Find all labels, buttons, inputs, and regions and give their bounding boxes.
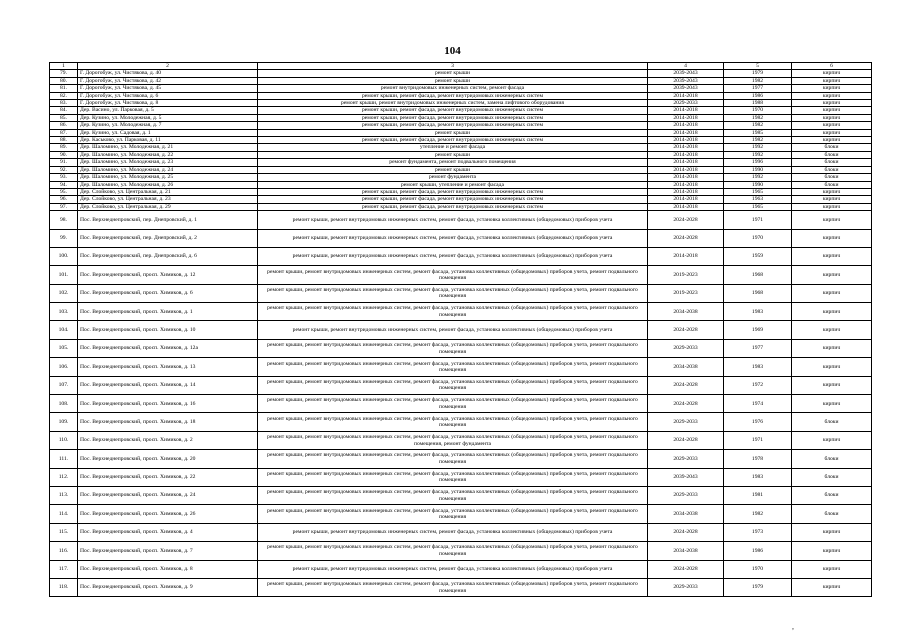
cell-built: 1978 <box>724 450 792 468</box>
housing-repair-table <box>49 62 872 597</box>
cell-work: ремонт крыши, ремонт внутридомовых инженерных систем, ремонт фасада, установка коллективных (общедомовых) приборов учета, ремонт подвального помещения <box>258 303 648 321</box>
cell-mat: кирпич <box>792 114 872 121</box>
cell-years: 2014-2018 <box>648 166 724 173</box>
cell-mat: кирпич <box>792 395 872 413</box>
cell-built: 1971 <box>724 431 792 449</box>
cell-num: 80. <box>50 77 78 84</box>
cell-mat: кирпич <box>792 203 872 210</box>
table-row <box>50 211 872 229</box>
cell-mat: кирпич <box>792 211 872 229</box>
table-row <box>50 578 872 596</box>
cell-work: ремонт крыши, ремонт внутридомовых инженерных систем, ремонт фасада, установка коллективных (общедомовых) приборов учета, ремонт подвального помещения <box>258 358 648 376</box>
cell-addr: Дер. Кузино, ул. Садовая, д. 1 <box>78 129 258 136</box>
table-row <box>50 196 872 203</box>
cell-work: ремонт крыши, ремонт фасада, ремонт внутридомовых инженерных систем <box>258 92 648 99</box>
page-number: 104 <box>444 45 461 57</box>
cell-work: ремонт крыши, ремонт внутридомовых инженерных систем, ремонт фасада, установка коллективных (общедомовых) приборов учета, ремонт подвального помещения <box>258 266 648 284</box>
cell-years: 2024-2028 <box>648 523 724 541</box>
cell-mat: кирпич <box>792 560 872 578</box>
cell-addr: Дер. Шаломино, ул. Молодежная, д. 23 <box>78 159 258 166</box>
cell-num: 118. <box>50 578 78 596</box>
cell-num: 93. <box>50 174 78 181</box>
cell-addr: Пос. Верхнеднепровский, просп. Химиков, д. 7 <box>78 542 258 560</box>
cell-years: 2029-2033 <box>648 578 724 596</box>
cell-built: 1970 <box>724 107 792 114</box>
cell-num: 94. <box>50 181 78 188</box>
cell-built: 1979 <box>724 578 792 596</box>
cell-built: 1974 <box>724 395 792 413</box>
table-row <box>50 77 872 84</box>
cell-work: ремонт крыши, ремонт внутридомовых инженерных систем, замена лифтового оборудования <box>258 100 648 107</box>
cell-addr: Дер. Кузино, ул. Молодежная, д. 5 <box>78 114 258 121</box>
cell-built: 1982 <box>724 114 792 121</box>
table-row <box>50 70 872 77</box>
cell-num: 83. <box>50 100 78 107</box>
cell-mat: кирпич <box>792 358 872 376</box>
cell-years: 2039-2043 <box>648 77 724 84</box>
cell-num: 86. <box>50 122 78 129</box>
cell-years: 2014-2018 <box>648 196 724 203</box>
table-row <box>50 107 872 114</box>
table-row <box>50 144 872 151</box>
cell-years: 2014-2018 <box>648 151 724 158</box>
cell-built: 1990 <box>724 166 792 173</box>
cell-mat: кирпич <box>792 188 872 195</box>
cell-work: ремонт крыши, ремонт внутридомовых инженерных систем, ремонт фасада, установка коллективных (общедомовых) приборов учета <box>258 229 648 247</box>
cell-addr: Дер. Кузино, ул. Молодежная, д. 7 <box>78 122 258 129</box>
cell-addr: Пос. Верхнеднепровский, пер. Днепровский, д. 6 <box>78 247 258 265</box>
cell-addr: Пос. Верхнеднепровский, просп. Химиков, д. 10 <box>78 321 258 339</box>
cell-work: ремонт крыши, ремонт внутридомовых инженерных систем, ремонт фасада, установка коллективных (общедомовых) приборов учета, ремонт подвального помещения <box>258 413 648 431</box>
table-row <box>50 303 872 321</box>
column-header: 1 <box>50 63 78 70</box>
cell-built: 1986 <box>724 92 792 99</box>
cell-mat: кирпич <box>792 77 872 84</box>
cell-num: 106. <box>50 358 78 376</box>
cell-built: 1968 <box>724 266 792 284</box>
cell-work: ремонт крыши, ремонт внутридомовых инженерных систем, ремонт фасада, установка коллективных (общедомовых) приборов учета <box>258 523 648 541</box>
cell-num: 81. <box>50 85 78 92</box>
table-row <box>50 450 872 468</box>
cell-num: 100. <box>50 247 78 265</box>
cell-work: ремонт крыши, ремонт внутридомовых инженерных систем, ремонт фасада, установка коллективных (общедомовых) приборов учета, ремонт подвального помещения <box>258 542 648 560</box>
cell-years: 2034-2038 <box>648 505 724 523</box>
cell-built: 1968 <box>724 284 792 302</box>
cell-num: 116. <box>50 542 78 560</box>
cell-mat: кирпич <box>792 376 872 394</box>
cell-years: 2034-2038 <box>648 358 724 376</box>
table-row <box>50 321 872 339</box>
cell-mat: блоки <box>792 468 872 486</box>
cell-built: 1996 <box>724 159 792 166</box>
cell-years: 2034-2038 <box>648 542 724 560</box>
cell-built: 1969 <box>724 321 792 339</box>
cell-work: ремонт крыши, ремонт внутридомовых инженерных систем, ремонт фасада, установка коллективных (общедомовых) приборов учета <box>258 560 648 578</box>
cell-mat: кирпич <box>792 229 872 247</box>
cell-num: 99. <box>50 229 78 247</box>
cell-mat: кирпич <box>792 321 872 339</box>
cell-built: 1971 <box>724 211 792 229</box>
cell-built: 1986 <box>724 542 792 560</box>
cell-work: ремонт крыши, ремонт фасада, ремонт внутридомовых инженерных систем <box>258 137 648 144</box>
table-row <box>50 523 872 541</box>
cell-num: 79. <box>50 70 78 77</box>
cell-years: 2014-2018 <box>648 129 724 136</box>
cell-addr: Пос. Верхнеднепровский, просп. Химиков, д. 26 <box>78 505 258 523</box>
column-header: 6 <box>792 63 872 70</box>
cell-work: ремонт крыши <box>258 166 648 173</box>
cell-mat: кирпич <box>792 578 872 596</box>
cell-mat: кирпич <box>792 122 872 129</box>
table-row <box>50 122 872 129</box>
cell-num: 107. <box>50 376 78 394</box>
table-row <box>50 468 872 486</box>
cell-mat: блоки <box>792 159 872 166</box>
cell-years: 2024-2028 <box>648 211 724 229</box>
cell-work: ремонт фундамента, ремонт подвального помещения <box>258 159 648 166</box>
cell-mat: блоки <box>792 144 872 151</box>
cell-addr: Пос. Верхнеднепровский, просп. Химиков, д. 13 <box>78 358 258 376</box>
cell-num: 112. <box>50 468 78 486</box>
cell-num: 84. <box>50 107 78 114</box>
cell-built: 1992 <box>724 174 792 181</box>
cell-mat: блоки <box>792 413 872 431</box>
table-row <box>50 151 872 158</box>
cell-years: 2014-2018 <box>648 203 724 210</box>
cell-addr: Пос. Верхнеднепровский, просп. Химиков, д. 22 <box>78 468 258 486</box>
cell-built: 1988 <box>724 100 792 107</box>
cell-built: 1983 <box>724 358 792 376</box>
cell-built: 1970 <box>724 229 792 247</box>
cell-mat: блоки <box>792 486 872 504</box>
cell-built: 1983 <box>724 468 792 486</box>
cell-work: ремонт крыши, ремонт внутридомовых инженерных систем, ремонт фасада, установка коллективных (общедомовых) приборов учета <box>258 321 648 339</box>
cell-mat: блоки <box>792 505 872 523</box>
cell-years: 2014-2018 <box>648 114 724 121</box>
cell-num: 89. <box>50 144 78 151</box>
table-row <box>50 339 872 357</box>
cell-built: 1976 <box>724 413 792 431</box>
cell-addr: Дер. Шаломино, ул. Молодежная, д. 21 <box>78 144 258 151</box>
cell-years: 2039-2043 <box>648 85 724 92</box>
table-row <box>50 486 872 504</box>
cell-addr: Пос. Верхнеднепровский, просп. Химиков, д. 16 <box>78 395 258 413</box>
cell-work: ремонт крыши, утепление и ремонт фасада <box>258 181 648 188</box>
column-header: 5 <box>724 63 792 70</box>
cell-addr: Пос. Верхнеднепровский, просп. Химиков, д. 18 <box>78 413 258 431</box>
cell-addr: Г. Дорогобуж, ул. Чистякова, д. 8 <box>78 100 258 107</box>
cell-work: ремонт крыши, ремонт внутридомовых инженерных систем, ремонт фасада, установка коллективных (общедомовых) приборов учета, ремонт подвального помещения <box>258 505 648 523</box>
column-header: 2 <box>78 63 258 70</box>
cell-addr: Г. Дорогобуж, ул. Чистякова, д. 6 <box>78 92 258 99</box>
table-row <box>50 114 872 121</box>
cell-built: 1982 <box>724 122 792 129</box>
cell-num: 97. <box>50 203 78 210</box>
cell-mat: кирпич <box>792 266 872 284</box>
cell-years: 2019-2023 <box>648 284 724 302</box>
cell-addr: Дер. Шаломино, ул. Молодежная, д. 25 <box>78 174 258 181</box>
table-row <box>50 266 872 284</box>
cell-mat: кирпич <box>792 247 872 265</box>
cell-addr: Г. Дорогобуж, ул. Чистякова, д. 45 <box>78 85 258 92</box>
column-header: 3 <box>258 63 648 70</box>
cell-num: 110. <box>50 431 78 449</box>
cell-addr: Пос. Верхнеднепровский, просп. Химиков, д. 14 <box>78 376 258 394</box>
cell-num: 117. <box>50 560 78 578</box>
cell-work: ремонт крыши, ремонт внутридомовых инженерных систем, ремонт фасада, установка коллективных (общедомовых) приборов учета, ремонт подвального помещения <box>258 395 648 413</box>
cell-addr: Пос. Верхнеднепровский, просп. Химиков, д. 20 <box>78 450 258 468</box>
cell-addr: Пос. Верхнеднепровский, просп. Химиков, д. 12а <box>78 339 258 357</box>
cell-built: 1965 <box>724 188 792 195</box>
cell-years: 2014-2018 <box>648 247 724 265</box>
cell-years: 2014-2018 <box>648 107 724 114</box>
cell-years: 2024-2028 <box>648 395 724 413</box>
cell-addr: Г. Дорогобуж, ул. Чистякова, д. 42 <box>78 77 258 84</box>
cell-built: 1972 <box>724 376 792 394</box>
cell-built: 1963 <box>724 196 792 203</box>
cell-addr: Г. Дорогобуж, ул. Чистякова, д. 40 <box>78 70 258 77</box>
scan-mark: , <box>792 622 794 631</box>
cell-mat: кирпич <box>792 137 872 144</box>
cell-built: 1992 <box>724 151 792 158</box>
cell-years: 2019-2023 <box>648 266 724 284</box>
cell-addr: Пос. Верхнеднепровский, просп. Химиков, д. 12 <box>78 266 258 284</box>
cell-years: 2024-2028 <box>648 376 724 394</box>
cell-work: ремонт крыши <box>258 151 648 158</box>
cell-built: 1959 <box>724 247 792 265</box>
cell-addr: Пос. Верхнеднепровский, пер. Днепровский, д. 2 <box>78 229 258 247</box>
cell-addr: Пос. Верхнеднепровский, просп. Химиков, д. 24 <box>78 486 258 504</box>
cell-work: ремонт крыши, ремонт внутридомовых инженерных систем, ремонт фасада, установка коллективных (общедомовых) приборов учета, ремонт подвального помещения <box>258 376 648 394</box>
cell-built: 1982 <box>724 137 792 144</box>
cell-num: 105. <box>50 339 78 357</box>
cell-work: ремонт крыши, ремонт внутридомовых инженерных систем, ремонт фасада, установка коллективных (общедомовых) приборов учета, ремонт подвального помещения <box>258 284 648 302</box>
cell-num: 111. <box>50 450 78 468</box>
cell-work: утепление и ремонт фасада <box>258 144 648 151</box>
cell-mat: кирпич <box>792 339 872 357</box>
cell-addr: Пос. Верхнеднепровский, просп. Химиков, д. 2 <box>78 431 258 449</box>
cell-addr: Пос. Верхнеднепровский, просп. Химиков, д. 4 <box>78 523 258 541</box>
cell-mat: кирпич <box>792 542 872 560</box>
table-row <box>50 174 872 181</box>
table-row <box>50 100 872 107</box>
cell-num: 104. <box>50 321 78 339</box>
cell-built: 1982 <box>724 77 792 84</box>
cell-addr: Дер. Шаломино, ул. Молодежная, д. 22 <box>78 151 258 158</box>
cell-work: ремонт крыши, ремонт внутридомовых инженерных систем, ремонт фасада, установка коллективных (общедомовых) приборов учета <box>258 247 648 265</box>
cell-mat: кирпич <box>792 85 872 92</box>
cell-mat: кирпич <box>792 284 872 302</box>
cell-work: ремонт крыши, ремонт фасада, ремонт внутридомовых инженерных систем <box>258 122 648 129</box>
cell-addr: Дер. Шаломино, ул. Молодежная, д. 26 <box>78 181 258 188</box>
cell-years: 2039-2043 <box>648 468 724 486</box>
table-row <box>50 505 872 523</box>
table-row <box>50 542 872 560</box>
cell-years: 2024-2028 <box>648 321 724 339</box>
cell-num: 113. <box>50 486 78 504</box>
cell-num: 103. <box>50 303 78 321</box>
table-row <box>50 181 872 188</box>
cell-work: ремонт крыши, ремонт внутридомовых инженерных систем, ремонт фасада, установка коллективных (общедомовых) приборов учета, ремонт подвального помещения <box>258 486 648 504</box>
cell-num: 87. <box>50 129 78 136</box>
cell-built: 1992 <box>724 144 792 151</box>
table-row <box>50 431 872 449</box>
cell-num: 108. <box>50 395 78 413</box>
cell-work: ремонт крыши <box>258 70 648 77</box>
cell-mat: кирпич <box>792 523 872 541</box>
cell-mat: кирпич <box>792 70 872 77</box>
table-row <box>50 395 872 413</box>
cell-mat: блоки <box>792 166 872 173</box>
cell-work: ремонт крыши, ремонт фасада, ремонт внутридомовых инженерных систем <box>258 107 648 114</box>
cell-mat: кирпич <box>792 100 872 107</box>
cell-built: 1965 <box>724 203 792 210</box>
table-row <box>50 560 872 578</box>
cell-addr: Дер. Васино, ул. Парковая, д. 5 <box>78 107 258 114</box>
cell-years: 2024-2028 <box>648 431 724 449</box>
cell-num: 85. <box>50 114 78 121</box>
cell-num: 102. <box>50 284 78 302</box>
cell-num: 82. <box>50 92 78 99</box>
table-row <box>50 358 872 376</box>
cell-mat: блоки <box>792 450 872 468</box>
cell-work: ремонт фундамента <box>258 174 648 181</box>
cell-mat: кирпич <box>792 107 872 114</box>
cell-mat: кирпич <box>792 129 872 136</box>
cell-work: ремонт крыши, ремонт внутридомовых инженерных систем, ремонт фасада, установка коллективных (общедомовых) приборов учета <box>258 211 648 229</box>
cell-years: 2029-2033 <box>648 413 724 431</box>
cell-num: 91. <box>50 159 78 166</box>
cell-years: 2034-2038 <box>648 303 724 321</box>
cell-addr: Дер. Слойково, ул. Центральная, д. 29 <box>78 203 258 210</box>
cell-addr: Пос. Верхнеднепровский, просп. Химиков, д. 9 <box>78 578 258 596</box>
cell-built: 1979 <box>724 70 792 77</box>
cell-num: 90. <box>50 151 78 158</box>
cell-addr: Пос. Верхнеднепровский, просп. Химиков, д. 8 <box>78 560 258 578</box>
cell-work: ремонт крыши, ремонт внутридомовых инженерных систем, ремонт фасада, установка коллективных (общедомовых) приборов учета, ремонт подвального помещения <box>258 578 648 596</box>
table-row <box>50 129 872 136</box>
cell-mat: кирпич <box>792 431 872 449</box>
cell-years: 2014-2018 <box>648 92 724 99</box>
cell-num: 92. <box>50 166 78 173</box>
cell-built: 1970 <box>724 560 792 578</box>
cell-years: 2024-2028 <box>648 560 724 578</box>
cell-years: 2014-2018 <box>648 137 724 144</box>
cell-work: ремонт крыши, ремонт внутридомовых инженерных систем, ремонт фасада, установка коллективных (общедомовых) приборов учета, ремонт подвального помещения <box>258 339 648 357</box>
cell-built: 1981 <box>724 486 792 504</box>
cell-built: 1985 <box>724 129 792 136</box>
cell-work: ремонт крыши, ремонт фасада, ремонт внутридомовых инженерных систем <box>258 203 648 210</box>
table-row <box>50 159 872 166</box>
table-row <box>50 85 872 92</box>
table-row <box>50 284 872 302</box>
cell-work: ремонт крыши <box>258 77 648 84</box>
table-row <box>50 229 872 247</box>
cell-num: 114. <box>50 505 78 523</box>
cell-years: 2024-2028 <box>648 229 724 247</box>
table-row <box>50 376 872 394</box>
cell-work: ремонт крыши, ремонт фасада, ремонт внутридомовых инженерных систем <box>258 196 648 203</box>
cell-years: 2029-2033 <box>648 100 724 107</box>
table-row <box>50 247 872 265</box>
column-header: 4 <box>648 63 724 70</box>
cell-work: ремонт крыши, ремонт внутридомовых инженерных систем, ремонт фасада, установка коллективных (общедомовых) приборов учета, ремонт подвального помещения, ремонт фундамента <box>258 431 648 449</box>
header-row <box>50 63 872 70</box>
cell-built: 1982 <box>724 505 792 523</box>
cell-work: ремонт крыши, ремонт внутридомовых инженерных систем, ремонт фасада, установка коллективных (общедомовых) приборов учета, ремонт подвального помещения <box>258 450 648 468</box>
cell-num: 96. <box>50 196 78 203</box>
table-row <box>50 166 872 173</box>
cell-num: 109. <box>50 413 78 431</box>
cell-years: 2029-2033 <box>648 450 724 468</box>
cell-addr: Пос. Верхнеднепровский, пер. Днепровский, д. 1 <box>78 211 258 229</box>
cell-addr: Дер. Слойково, ул. Центральная, д. 21 <box>78 188 258 195</box>
cell-work: ремонт крыши <box>258 129 648 136</box>
cell-addr: Дер. Шаломино, ул. Молодежная, д. 24 <box>78 166 258 173</box>
cell-built: 1990 <box>724 181 792 188</box>
table-row <box>50 413 872 431</box>
cell-years: 2029-2033 <box>648 339 724 357</box>
cell-addr: Дер. Каськово, ул. Парковая, д. 11 <box>78 137 258 144</box>
cell-years: 2014-2018 <box>648 144 724 151</box>
cell-years: 2039-2043 <box>648 70 724 77</box>
cell-num: 95. <box>50 188 78 195</box>
cell-years: 2014-2018 <box>648 122 724 129</box>
cell-years: 2014-2018 <box>648 188 724 195</box>
cell-addr: Пос. Верхнеднепровский, просп. Химиков, д. 1 <box>78 303 258 321</box>
cell-years: 2029-2033 <box>648 486 724 504</box>
table-row <box>50 92 872 99</box>
cell-work: ремонт внутридомовых инженерных систем, ремонт фасада <box>258 85 648 92</box>
cell-years: 2014-2018 <box>648 159 724 166</box>
cell-work: ремонт крыши, ремонт внутридомовых инженерных систем, ремонт фасада, установка коллективных (общедомовых) приборов учета, ремонт подвального помещения <box>258 468 648 486</box>
table-row <box>50 188 872 195</box>
cell-mat: кирпич <box>792 303 872 321</box>
cell-mat: блоки <box>792 174 872 181</box>
cell-built: 1983 <box>724 303 792 321</box>
cell-addr: Пос. Верхнеднепровский, просп. Химиков, д. 6 <box>78 284 258 302</box>
cell-years: 2014-2018 <box>648 174 724 181</box>
cell-mat: блоки <box>792 181 872 188</box>
cell-mat: блоки <box>792 151 872 158</box>
cell-work: ремонт крыши, ремонт фасада, ремонт внутридомовых инженерных систем <box>258 188 648 195</box>
cell-num: 98. <box>50 211 78 229</box>
table-row <box>50 137 872 144</box>
cell-num: 115. <box>50 523 78 541</box>
cell-mat: кирпич <box>792 92 872 99</box>
cell-addr: Дер. Слойково, ул. Центральная, д. 23 <box>78 196 258 203</box>
cell-num: 101. <box>50 266 78 284</box>
cell-built: 1973 <box>724 523 792 541</box>
cell-work: ремонт крыши, ремонт фасада, ремонт внутридомовых инженерных систем <box>258 114 648 121</box>
cell-built: 1977 <box>724 85 792 92</box>
cell-num: 88. <box>50 137 78 144</box>
cell-built: 1977 <box>724 339 792 357</box>
cell-mat: кирпич <box>792 196 872 203</box>
cell-years: 2014-2018 <box>648 181 724 188</box>
table-row <box>50 203 872 210</box>
